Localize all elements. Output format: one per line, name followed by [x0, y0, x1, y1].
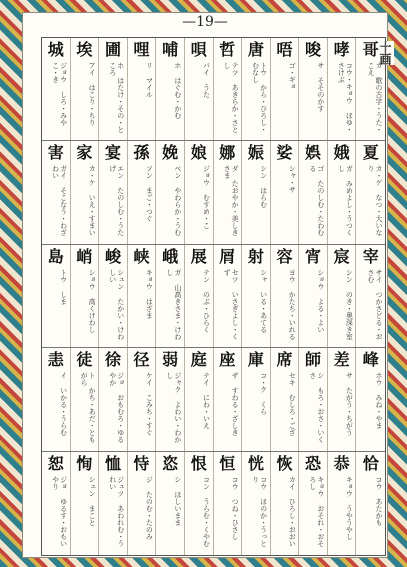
kanji-character: 座 — [219, 350, 236, 370]
kanji-reading: シャ・サ — [288, 165, 297, 194]
kanji-reading: ジョ ゆるす・おもいやり — [51, 475, 68, 547]
kanji-reading: ホ はぐむ・かむ — [173, 62, 182, 119]
kanji-character: 埃 — [76, 40, 93, 59]
kanji-reading: サイ つかさどる・おさむ — [367, 268, 383, 340]
kanji-reading: コ・ク くら — [259, 372, 268, 416]
kanji-reading: シュン まこと — [88, 475, 97, 526]
kanji-entry — [71, 245, 100, 347]
kanji-reading: ヨウ かたち・いれる — [288, 268, 297, 340]
kanji-character: 径 — [133, 350, 150, 370]
kanji-character: 師 — [305, 350, 322, 370]
kanji-reading: シャ いる・あてる — [259, 268, 268, 333]
kanji-character: 哮 — [333, 40, 350, 59]
kanji-entry — [156, 245, 185, 347]
kanji-reading: カ 歌の古字・うた・こえ — [367, 62, 383, 133]
kanji-character: 恐 — [305, 453, 322, 473]
kanji-entry — [328, 38, 357, 140]
kanji-character: 害 — [47, 143, 64, 163]
kanji-entry — [128, 452, 157, 555]
kanji-reading: カ・ケ いえ・すまい — [88, 165, 97, 237]
kanji-entry — [242, 452, 271, 555]
stroke-count-heading: 十画 — [374, 41, 394, 65]
kanji-reading: ト かち・あだ・ともがら — [80, 372, 97, 444]
kanji-entry — [71, 38, 100, 140]
kanji-reading: コウ つね・ひさし — [231, 475, 240, 540]
kanji-reading: コン うらむ・くやむ — [202, 475, 211, 547]
kanji-character: 差 — [333, 350, 350, 370]
kanji-reading: ジ たのむ・たのみ — [145, 475, 154, 540]
kanji-reading: ソン まご・つぐ — [145, 165, 154, 223]
kanji-entry — [99, 245, 128, 347]
kanji-character: 圃 — [104, 40, 121, 59]
kanji-reading: シ もろ・おさ・いくさ — [308, 372, 325, 444]
kanji-entry — [299, 452, 328, 555]
kanji-entry — [242, 348, 271, 450]
kanji-entry — [128, 38, 157, 140]
kanji-entry — [299, 38, 328, 140]
kanji-reading: ゴ たのしむ・たわむる — [308, 165, 325, 237]
kanji-character: 恭 — [333, 453, 350, 473]
kanji-entry — [156, 348, 185, 450]
kanji-character: 夏 — [362, 143, 379, 163]
kanji-reading: ガ みめよし・うつくし — [337, 165, 354, 237]
kanji-character: 峨 — [162, 246, 179, 266]
kanji-entry — [242, 245, 271, 347]
kanji-reading: セキ むしろ・ござ — [288, 372, 297, 437]
kanji-reading: カイ ひろし・おおい — [288, 475, 297, 547]
kanji-character: 恃 — [133, 453, 150, 473]
kanji-entry — [271, 38, 300, 140]
kanji-entry — [71, 141, 100, 243]
kanji-entry — [128, 141, 157, 243]
kanji-reading: コウ あたかも — [375, 475, 383, 526]
kanji-entry — [214, 38, 243, 140]
kanji-entry — [128, 348, 157, 450]
kanji-entry — [299, 141, 328, 243]
kanji-reading: ベン やわらか・うむ — [173, 165, 182, 237]
kanji-character: 哩 — [133, 40, 150, 59]
kanji-reading: リ マイル — [145, 62, 154, 98]
kanji-character: 唔 — [276, 40, 293, 59]
kanji-entry — [328, 245, 357, 347]
kanji-character: 宵 — [305, 246, 322, 266]
kanji-entry — [99, 348, 128, 450]
kanji-reading: キョウ はざま — [145, 268, 154, 319]
kanji-character: 峰 — [362, 350, 379, 370]
kanji-character: 峻 — [104, 246, 121, 266]
page-number: —19— — [182, 14, 228, 30]
kanji-reading: イ いかる・うらむ — [59, 372, 68, 437]
kanji-reading: ホウ みね・やま — [375, 372, 383, 430]
kanji-entry — [156, 141, 185, 243]
kanji-character: 恣 — [162, 453, 179, 473]
kanji-entry — [328, 348, 357, 450]
kanji-entry — [71, 452, 100, 555]
kanji-character: 島 — [47, 246, 64, 266]
kanji-character: 席 — [276, 350, 293, 370]
kanji-character: 娩 — [162, 143, 179, 163]
kanji-character: 徐 — [104, 350, 121, 370]
kanji-character: 唐 — [247, 40, 264, 59]
kanji-entry — [156, 452, 185, 555]
kanji-character: 庭 — [190, 350, 207, 370]
kanji-character: 恂 — [76, 453, 93, 473]
kanji-entry — [271, 452, 300, 555]
kanji-reading: ガ 山高きさま・けわし — [165, 268, 182, 340]
kanji-character: 恤 — [104, 453, 121, 473]
kanji-character: 孫 — [133, 143, 150, 163]
kanji-character: 哥 — [362, 40, 379, 59]
kanji-reading: ショウ 高くけわし — [88, 268, 97, 333]
kanji-reading: ジャク よわい・わかし — [165, 372, 182, 444]
kanji-entry — [42, 245, 71, 347]
kanji-entry — [99, 141, 128, 243]
kanji-character: 城 — [47, 40, 64, 59]
kanji-reading: ケイ こみち・すぐ — [145, 372, 154, 437]
kanji-character: 峭 — [76, 246, 93, 266]
kanji-row — [42, 141, 385, 244]
kanji-reading: ショウ よる・よい — [316, 268, 325, 333]
kanji-entry — [42, 38, 71, 140]
kanji-entry — [156, 38, 185, 140]
kanji-character: 峡 — [133, 246, 150, 266]
kanji-row — [42, 38, 385, 141]
kanji-character: 唆 — [305, 40, 322, 59]
kanji-entry — [299, 348, 328, 450]
kanji-entry — [356, 452, 385, 555]
kanji-character: 宸 — [333, 246, 350, 266]
kanji-character: 家 — [76, 143, 93, 163]
kanji-character: 恰 — [362, 453, 379, 473]
kanji-entry — [299, 245, 328, 347]
kanji-entry — [242, 38, 271, 140]
kanji-character: 庫 — [247, 350, 264, 370]
kanji-character: 娘 — [190, 143, 207, 163]
kanji-character: 恕 — [47, 453, 64, 473]
kanji-reading: ダ たおやか・美しきさま — [223, 165, 240, 237]
kanji-entry — [185, 348, 214, 450]
kanji-character: 恒 — [219, 453, 236, 473]
kanji-entry — [328, 141, 357, 243]
kanji-reading: シン はらむ — [259, 165, 268, 209]
kanji-character: 展 — [190, 246, 207, 266]
kanji-entry — [42, 141, 71, 243]
kanji-entry — [71, 348, 100, 450]
kanji-entry — [42, 348, 71, 450]
kanji-entry — [99, 38, 128, 140]
kanji-character: 容 — [276, 246, 293, 266]
kanji-reading: シ ほしいまま — [173, 475, 182, 526]
kanji-reading: キョウ おそれ・おそろし — [308, 475, 325, 547]
kanji-reading: テイ にわ・いえ — [202, 372, 211, 430]
kanji-reading: カ・ゲ なつ・大いなり — [367, 165, 383, 237]
kanji-reading: セツ いさぎよし・くず — [223, 268, 240, 340]
kanji-reading: エン たのしむ・うたげ — [108, 165, 125, 237]
kanji-reading: ジョウ むすめ・こ — [202, 165, 211, 230]
kanji-character: 哲 — [219, 40, 236, 59]
kanji-character: 徒 — [76, 350, 93, 370]
kanji-reading: サ たがう・ちがう — [345, 372, 354, 437]
kanji-entry — [99, 452, 128, 555]
kanji-row — [42, 245, 385, 348]
kanji-entry — [271, 245, 300, 347]
kanji-reading: サ そそのかす — [316, 62, 325, 112]
kanji-entry — [356, 348, 385, 450]
kanji-reading: ゴ・ギョ — [288, 62, 297, 90]
kanji-reading: ザ すわる・ざしき — [231, 372, 240, 437]
kanji-character: 娜 — [219, 143, 236, 163]
kanji-entry — [185, 245, 214, 347]
kanji-character: 娠 — [247, 143, 264, 163]
kanji-character: 唄 — [190, 40, 207, 59]
kanji-reading: キョウ うやうやし — [345, 475, 354, 540]
kanji-reading: バイ うた — [202, 62, 211, 98]
kanji-character: 射 — [247, 246, 264, 266]
kanji-reading: シン のき・奥深き室 — [345, 268, 354, 340]
kanji-character: 屑 — [219, 246, 236, 266]
kanji-reading: テツ あきらか・さとし — [223, 62, 240, 133]
kanji-character: 娯 — [305, 143, 322, 163]
kanji-entry — [356, 245, 385, 347]
kanji-entry — [214, 452, 243, 555]
kanji-row — [42, 348, 385, 451]
kanji-entry — [214, 141, 243, 243]
kanji-reading: ジュツ あわれむ・うれい — [108, 475, 125, 547]
kanji-character: 娥 — [333, 143, 350, 163]
kanji-entry — [214, 245, 243, 347]
kanji-entry — [271, 141, 300, 243]
kanji-reading: ガイ そこなう・わざわい — [51, 165, 68, 237]
kanji-character: 宰 — [362, 246, 379, 266]
kanji-character: 恢 — [276, 453, 293, 473]
kanji-reading: ホ はたけ・その・ところ — [108, 62, 125, 133]
kanji-entry — [128, 245, 157, 347]
kanji-reading: テン のぶ・ひらく — [202, 268, 211, 333]
kanji-reading: トウ から・ひろし・むなし — [251, 62, 268, 133]
kanji-character: 弱 — [162, 350, 179, 370]
kanji-entry — [271, 348, 300, 450]
kanji-character: 哺 — [162, 40, 179, 59]
kanji-character: 恍 — [247, 453, 264, 473]
kanji-entry — [185, 38, 214, 140]
kanji-row — [42, 452, 385, 555]
kanji-reading: アイ はこり・ちり — [88, 62, 97, 126]
kanji-table — [41, 37, 386, 556]
kanji-entry — [356, 141, 385, 243]
kanji-entry — [185, 141, 214, 243]
kanji-character: 恚 — [47, 350, 64, 370]
kanji-character: 恨 — [190, 453, 207, 473]
kanji-reading: トウ しま — [59, 268, 68, 305]
kanji-entry — [42, 452, 71, 555]
kanji-entry — [214, 348, 243, 450]
kanji-character: 宴 — [104, 143, 121, 163]
kanji-reading: ジョウ しろ・みやこ・き — [51, 62, 68, 126]
kanji-entry — [242, 141, 271, 243]
kanji-reading: シュン たかい・けわしい — [108, 268, 125, 340]
kanji-reading: コウ ほのか・うっとり — [251, 475, 268, 547]
kanji-reading: ジョ おもむろ・ゆるやか — [108, 372, 125, 444]
kanji-character: 娑 — [276, 143, 293, 163]
kanji-entry — [328, 452, 357, 555]
kanji-reading: コウ・キョウ ほゆ・さけぶ — [337, 62, 354, 133]
kanji-entry — [356, 38, 385, 140]
kanji-entry — [185, 452, 214, 555]
dictionary-page — [22, 12, 392, 558]
